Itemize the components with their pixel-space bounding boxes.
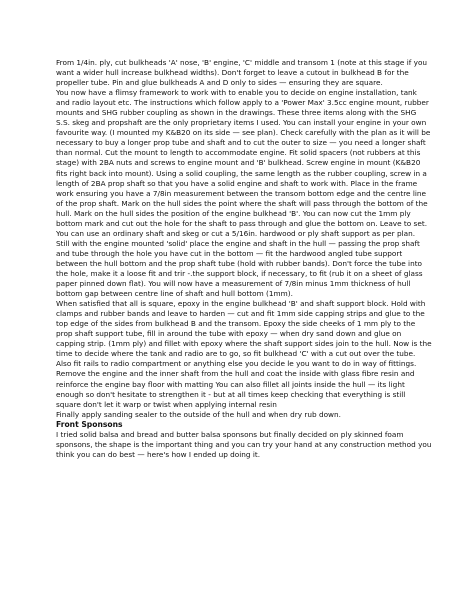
paragraph-shaft-skeg: You can use an ordinary shaft and skeg or cut a 5/16in. hardwood or ply shaft support as per plan. [56,228,416,238]
paragraph-solid-mount: Still with the engine mounted 'solid' place the engine and shaft in the hull — passing the prop shaft and tube through the hole you have cut in the bottom — fit the hardwood angled tube support between the hull bottom and the prop shaft tube (hold with rubber bands). Don't force the tube into the hole, make it a loose fit and trir -.the support block, if necessary, to fit (rub it on a sheet of glass paper pinned down flat). You will now have a measurement of 7/8in minus 1mm thickness of hull bottom gap between centre line of shaft and hull bottom (1mm). [56,238,423,299]
paragraph-sanding: Finally apply sanding sealer to the outside of the hull and when dry rub down. [56,409,341,419]
paragraph-engine-installation: You now have a flimsy framework to work with to enable you to decide on engine installation, tank and radio layout etc. The instructions which follow apply to a 'Power Max' 3.5cc engine mount, rubber mounts and SHG rubber coupling as shown in the drawings. These three items along with the SHG S.S. skeg and propshaft are the only proprietary items I used. You can install your engine in your own favourite way. (I mounted my K&B20 on its side — see plan). Check carefully with the plan as it will be necessary to buy a longer prop tube and shaft and to cut the outer to size — you need a longer shaft than normal. Cut the mount to length to accommodate engine. Fit solid spacers (not rubbers at this stage) with 2BA nuts and screws to engine mount and 'B' bulkhead. Screw engine in mount (K&B20 fits right back into mount). Using a solid coupling, the same length as the rubber coupling, screw in a length of 2BA prop shaft so that you have a solid engine and shaft to work with. Place in the frame work ensuring you have a 7/8in measurement between the transom bottom edge and the centre line of the prop shaft. Mark on the hull sides the point where the shaft will pass through the bottom of the hull. Mark on the hull sides the position of the engine bulkhead 'B'. You can now cut the 1mm ply bottom mark and cut out the hole for the shaft to pass through and glue the bottom on. Leave to set. [56,88,431,228]
section-heading: Front Sponsons [56,419,123,429]
paragraph-sponsons: I tried solid balsa and bread and butter balsa sponsons but finally decided on ply skinned foam sponsons, the shape is the important thing and you can try your hand at any construction method you think you can do best — here's how I ended up doing it. [56,429,432,459]
paragraph-resin: Remove the engine and the inner shaft from the hull and coat the inside with glass fibre resin and reinforce the engine bay floor with matting You can also fillet all joints inside the hull — its light enough so don't hesitate to strengthen it - but at all times keep checking that everything is still square don't let it warp or twist when applying internal resin [56,369,415,409]
document-page [56,58,432,460]
paragraph-epoxy: When satisfied that all is square, epoxy in the engine bulkhead 'B' and shaft support block. Hold with clamps and rubber bands and leave to harden — cut and fit 1mm side capping strips and glue to the top edge of the sides from bulkhead B and the transom. Epoxy the side cheeks of 1 mm ply to the prop shaft support tube, fill in around the tube with epoxy — when dry sand down and glue on capping strip. (1mm ply) and fillet with epoxy where the shaft support sides join to the hull. Now is the time to decide where the tank and radio are to go, so fit bulkhead 'C' with a cut out over the tube. Also fit rails to radio compartment or anything else you decide le you want to do in way of fittings. [56,299,432,369]
paragraph-bulkheads: From 1/4in. ply, cut bulkheads 'A' nose, 'B' engine, 'C' middle and transom 1 (note at this stage if you want a wider hull increase bulkhead widths). Don't forget to leave a cutout in bulkhead B for the propeller tube. Pin and glue bulkheads A and D only to sides — ensuring they are square. [56,58,428,88]
